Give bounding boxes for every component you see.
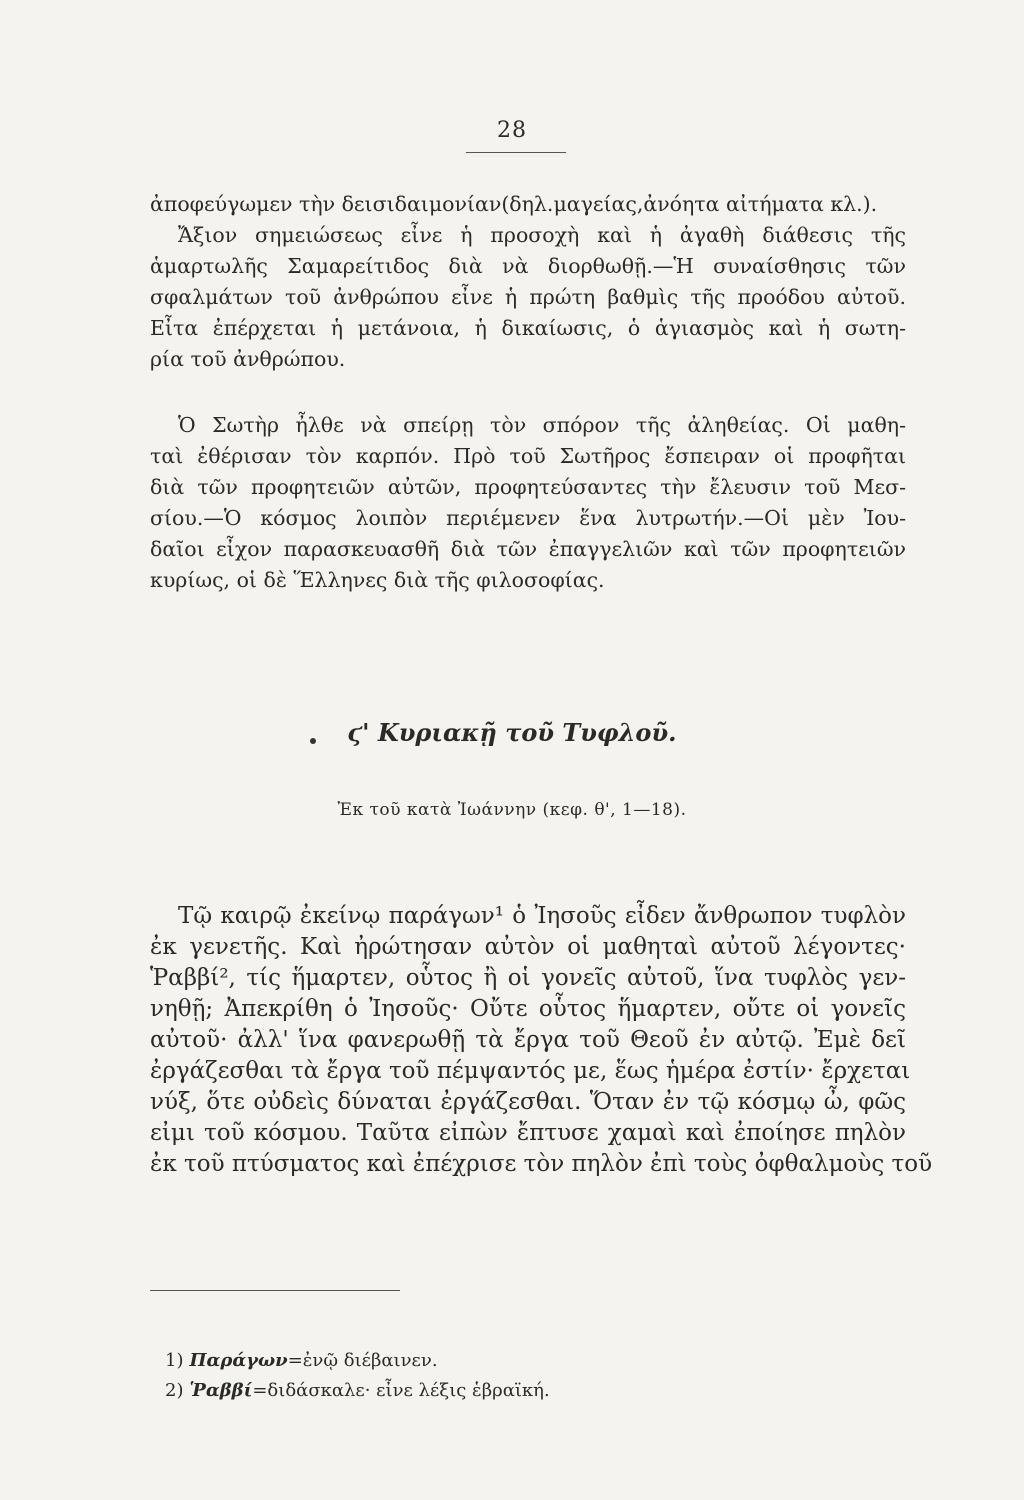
text-line: εἰμι τοῦ κόσμου. Ταῦτα εἰπὼν ἔπτυσε χαμαὶ καὶ ἐποίησε πηλὸν	[150, 1120, 906, 1146]
text-line: νύξ, ὅτε οὐδεὶς δύναται ἐργάζεσθαι. Ὅταν ἐν τῷ κόσμῳ ὦ, φῶς	[150, 1089, 906, 1115]
source-reference: Ἐκ τοῦ κατὰ Ἰωάννην (κεφ. θ', 1—18).	[337, 800, 687, 820]
text-line: αὐτοῦ· ἀλλ' ἵνα φανερωθῇ τὰ ἔργα τοῦ Θεοῦ ἐν αὐτῷ. Ἐμὲ δεῖ	[150, 1027, 906, 1053]
footnote-text: =διδάσκαλε· εἶνε λέξις ἑβραϊκή.	[252, 1380, 550, 1401]
footnote-term: Παράγων	[189, 1350, 288, 1371]
footnote-number: 1)	[165, 1350, 184, 1371]
text-line: ρία τοῦ ἀνθρώπου.	[150, 347, 346, 371]
text-line: ἐκ τοῦ πτύσματος καὶ ἐπέχρισε τὸν πηλὸν ἐπὶ τοὺς ὀφθαλμοὺς τοῦ	[150, 1151, 933, 1177]
text-line: ταὶ ἐθέρισαν τὸν καρπόν. Πρὸ τοῦ Σωτῆρος ἔσπειραν οἱ προφῆται	[150, 444, 906, 468]
text-line: Ῥαββί², τίς ἥμαρτεν, οὗτος ἢ οἱ γονεῖς αὐτοῦ, ἵνα τυφλὸς γεν-	[150, 965, 906, 991]
text-line: Εἶτα ἐπέρχεται ἡ μετάνοια, ἡ δικαίωσις, ὁ ἁγιασμὸς καὶ ἡ σωτη-	[150, 316, 906, 340]
text-line: ἐργάζεσθαι τὰ ἔργα τοῦ πέμψαντός με, ἕως ἡμέρα ἐστίν· ἔρχεται	[150, 1058, 911, 1084]
text-line: Ὁ Σωτὴρ ἦλθε νὰ σπείρῃ τὸν σπόρον τῆς ἀληθείας. Οἱ μαθη-	[178, 413, 906, 437]
footnote-rule	[150, 1290, 400, 1291]
text-line: σφαλμάτων τοῦ ἀνθρώπου εἶνε ἡ πρώτη βαθμὶς τῆς προόδου αὐτοῦ.	[150, 285, 906, 309]
footnote-term: Ῥαββί	[189, 1380, 253, 1401]
text-line: νηθῇ; Ἀπεκρίθη ὁ Ἰησοῦς· Οὔτε οὗτος ἥμαρτεν, οὔτε οἱ γονεῖς	[150, 996, 906, 1022]
text-line: διὰ τῶν προφητειῶν αὐτῶν, προφητεύσαντες τὴν ἔλευσιν τοῦ Μεσ-	[150, 475, 906, 499]
text-line: κυρίως, οἱ δὲ Ἕλληνες διὰ τῆς φιλοσοφίας.	[150, 568, 605, 592]
text-line: Τῷ καιρῷ ἐκείνῳ παράγων¹ ὁ Ἰησοῦς εἶδεν ἄνθρωπον τυφλὸν	[178, 903, 906, 929]
page-number: 28	[497, 118, 527, 143]
section-heading: ϛ' Κυριακῇ τοῦ Τυφλοῦ.	[347, 718, 677, 747]
footnote-1	[165, 1348, 438, 1374]
text-line: ἁμαρτωλῆς Σαμαρείτιδος διὰ νὰ διορθωθῇ.—Ἡ συναίσθησις τῶν	[150, 254, 906, 278]
text-line: δαῖοι εἶχον παρασκευασθῆ διὰ τῶν ἐπαγγελιῶν καὶ τῶν προφητειῶν	[150, 537, 906, 561]
text-line: ἀποφεύγωμεν τὴν δεισιδαιμονίαν(δηλ.μαγείας,ἀνόητα αἰτήματα κλ.).	[150, 192, 878, 216]
footnote-number: 2)	[165, 1380, 184, 1401]
footnote-2	[165, 1378, 550, 1404]
text-line: σίου.—Ὁ κόσμος λοιπὸν περιέμενεν ἕνα λυτρωτήν.—Οἱ μὲν Ἰου-	[150, 506, 906, 530]
header-rule	[466, 152, 566, 153]
footnote-text: =ἐνῷ διέβαινεν.	[287, 1350, 438, 1371]
text-line: ἐκ γενετῆς. Καὶ ἠρώτησαν αὐτὸν οἱ μαθηταὶ αὐτοῦ λέγοντες·	[150, 934, 906, 960]
text-line: Ἄξιον σημειώσεως εἶνε ἡ προσοχὴ καὶ ἡ ἀγαθὴ διάθεσις τῆς	[178, 223, 906, 247]
